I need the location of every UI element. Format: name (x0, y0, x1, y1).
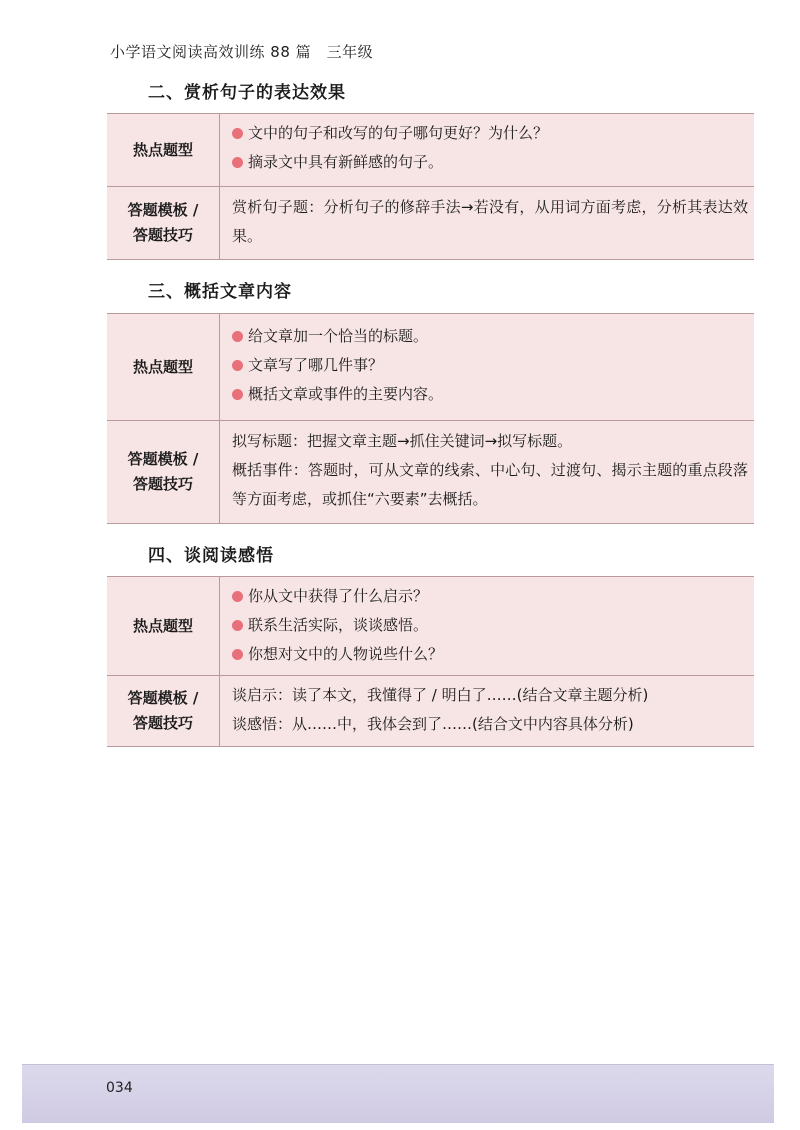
section-title-2: 二、赏析句子的表达效果 (148, 83, 346, 103)
bullet-dot-icon (232, 389, 243, 400)
bullet-dot-icon (232, 591, 243, 602)
hot-question-list (220, 114, 754, 186)
answer-template-row (107, 421, 754, 523)
section-4-table (107, 576, 754, 747)
list-item: 给文章加一个恰当的标题。 (232, 322, 748, 351)
section-title-3: 三、概括文章内容 (148, 282, 292, 302)
list-item: 概括文章或事件的主要内容。 (232, 380, 748, 409)
hot-question-label: 热点题型 (107, 314, 220, 420)
hot-question-list (220, 577, 754, 675)
hot-question-row (107, 577, 754, 676)
section-3-table (107, 313, 754, 524)
footer-band (22, 1064, 774, 1123)
answer-template-label: 答题模板 / 答题技巧 (107, 421, 220, 523)
list-item: 联系生活实际，谈谈感悟。 (232, 611, 748, 640)
list-item: 你从文中获得了什么启示？ (232, 582, 748, 611)
answer-template-text: 赏析句子题：分析句子的修辞手法→若没有，从用词方面考虑，分析其表达效果。 (232, 198, 748, 245)
bullet-dot-icon (232, 620, 243, 631)
bullet-dot-icon (232, 157, 243, 168)
section-2-table (107, 113, 754, 260)
hot-question-label: 热点题型 (107, 114, 220, 186)
bullet-dot-icon (232, 128, 243, 139)
answer-template-label: 答题模板 / 答题技巧 (107, 187, 220, 259)
section-title-4: 四、谈阅读感悟 (148, 546, 274, 566)
list-item: 你想对文中的人物说些什么？ (232, 640, 748, 669)
page-number: 034 (106, 1080, 133, 1096)
bullet-dot-icon (232, 360, 243, 371)
answer-template-row (107, 676, 754, 746)
hot-question-list (220, 314, 754, 420)
running-header: 小学语文阅读高效训练 88 篇 三年级 (110, 43, 374, 61)
answer-template-text: 谈启示：读了本文，我懂得了 / 明白了……(结合文章主题分析) 谈感悟：从……中，我体会到了……(结合文中内容具体分析) (232, 686, 649, 733)
answer-template-row (107, 187, 754, 259)
list-item: 摘录文中具有新鲜感的句子。 (232, 148, 748, 177)
hot-question-label: 热点题型 (107, 577, 220, 675)
answer-template-label: 答题模板 / 答题技巧 (107, 676, 220, 746)
list-item: 文章写了哪几件事？ (232, 351, 748, 380)
list-item: 文中的句子和改写的句子哪句更好？为什么？ (232, 119, 748, 148)
bullet-dot-icon (232, 649, 243, 660)
hot-question-row (107, 114, 754, 187)
answer-template-text: 拟写标题：把握文章主题→抓住关键词→拟写标题。 概括事件：答题时，可从文章的线索、中心句、过渡句、揭示主题的重点段落等方面考虑，或抓住“六要素”去概括。 (232, 432, 748, 508)
bullet-dot-icon (232, 331, 243, 342)
hot-question-row (107, 314, 754, 421)
